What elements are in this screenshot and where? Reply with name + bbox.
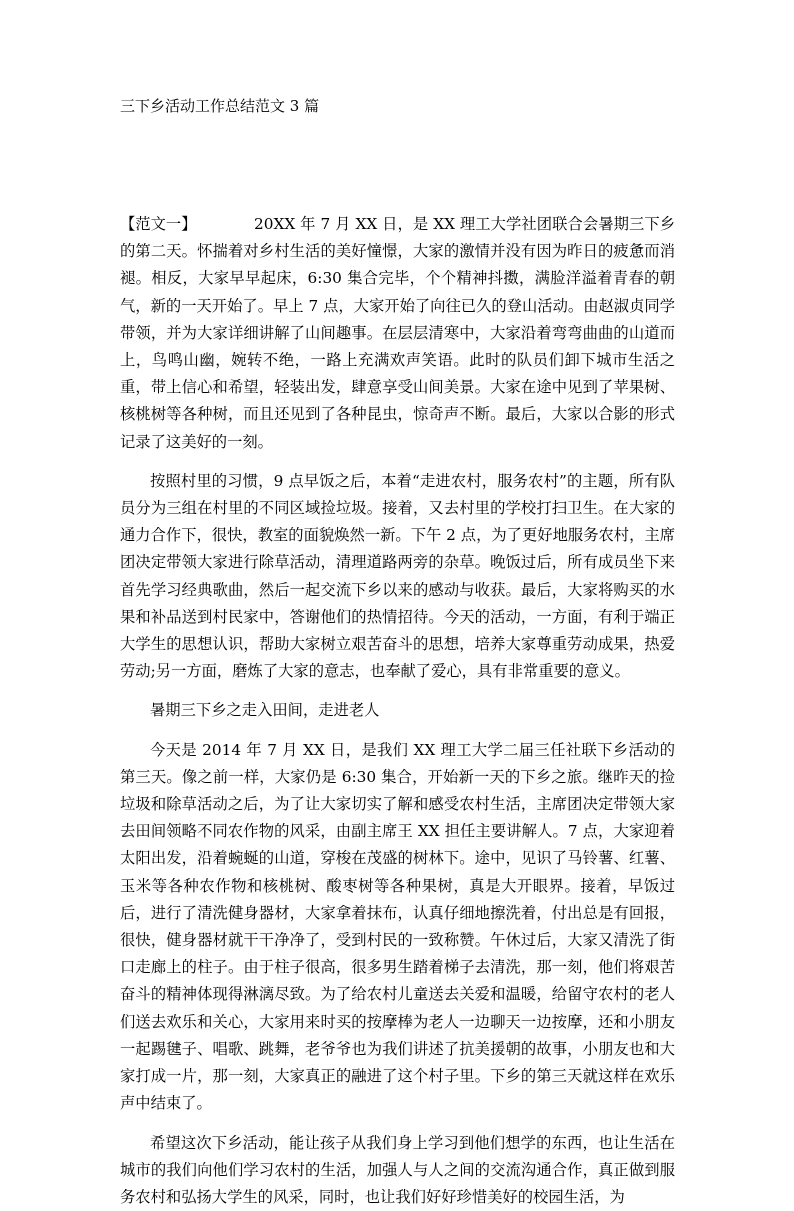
section-heading: 暑期三下乡之走入田间，走进老人 — [120, 697, 675, 724]
paragraph-3: 今天是 2014 年 7 月 XX 日，是我们 XX 理工大学二届三任社联下乡活动的第三天。像之前一样，大家仍是 6:30 集合，开始新一天的下乡之旅。继昨天的捡垃圾和除草活动之后，为了让大家切实了解和感受农村生活，主席团决定带领大家去田间领略不同农作物的风采，由副主席王 XX 担任主要讲解人。7 点，大家迎着太阳出发，沿着蜿蜒的山道，穿梭在茂盛的树林下。途中，见识了马铃薯、红薯、玉米等各种农作物和核桃树、酸枣树等各种果树，真是大开眼界。接着，早饭过后，进行了清洗健身器材，大家拿着抹布，认真仔细地擦洗着，付出总是有回报，很快，健身器材就干干净净了，受到村民的一致称赞。午休过后，大家又清洗了街口走廊上的柱子。由于柱子很高，很多男生踏着梯子去清洗，那一刻，他们将艰苦奋斗的精神体现得淋漓尽致。为了给农村儿童送去关爱和温暖，给留守农村的老人们送去欢乐和关心，大家用来时买的按摩棒为老人一边聊天一边按摩，还和小朋友一起踢毽子、唱歌、跳舞，老爷爷也为我们讲述了抗美援朝的故事，小朋友也和大家打成一片，那一刻，大家真正的融进了这个村子里。下乡的第三天就这样在欢乐声中结束了。 — [120, 737, 675, 1118]
section-label: 【范文一】 — [120, 211, 254, 238]
document-body — [120, 211, 675, 1211]
paragraph-gap — [120, 1118, 675, 1130]
paragraph-2: 按照村里的习惯，9 点早饭之后，本着“走进农村，服务农村”的主题，所有队员分为三组在村里的不同区域捡垃圾。接着，又去村里的学校打扫卫生。在大家的通力合作下，很快，教室的面貌焕然一新。下午 2 点，为了更好地服务农村，主席团决定带领大家进行除草活动，清理道路两旁的杂草。晚饭过后，所有成员坐下来首先学习经典歌曲，然后一起交流下乡以来的感动与收获。最后，大家将购买的水果和补品送到村民家中，答谢他们的热情招待。今天的活动，一方面，有利于端正大学生的思想认识，帮助大家树立艰苦奋斗的思想，培养大家尊重劳动成果，热爱劳动;另一方面，磨炼了大家的意志，也奉献了爱心，具有非常重要的意义。 — [120, 468, 675, 686]
document-title: 三下乡活动工作总结范文 3 篇 — [120, 96, 319, 116]
paragraph-gap — [120, 725, 675, 737]
paragraph-gap — [120, 685, 675, 697]
paragraph-1-text: 20XX 年 7 月 XX 日，是 XX 理工大学社团联合会暑期三下乡的第二天。怀揣着对乡村生活的美好憧憬，大家的激情并没有因为昨日的疲惫而消褪。相反，大家早早起床，6:30 集合完毕，个个精神抖擞，满脸洋溢着青春的朝气，新的一天开始了。早上 7 点，大家开始了向往已久的登山活动。由赵淑贞同学带领，并为大家详细讲解了山间趣事。在层层清寒中，大家沿着弯弯曲曲的山道而上，鸟鸣山幽，婉转不绝，一路上充满欢声笑语。此时的队员们卸下城市生活之重，带上信心和希望，轻装出发，肆意享受山间美景。大家在途中见到了苹果树、核桃树等各种树，而且还见到了各种昆虫，惊奇声不断。最后，大家以合影的形式记录了这美好的一刻。 — [120, 215, 675, 451]
paragraph-1 — [120, 211, 675, 456]
paragraph-gap — [120, 456, 675, 468]
paragraph-4: 希望这次下乡活动，能让孩子从我们身上学习到他们想学的东西，也让生活在城市的我们向他们学习农村的生活，加强人与人之间的交流沟通合作，真正做到服务农村和弘扬大学生的风采，同时，也让我们好好珍惜美好的校园生活，为 — [120, 1130, 675, 1211]
